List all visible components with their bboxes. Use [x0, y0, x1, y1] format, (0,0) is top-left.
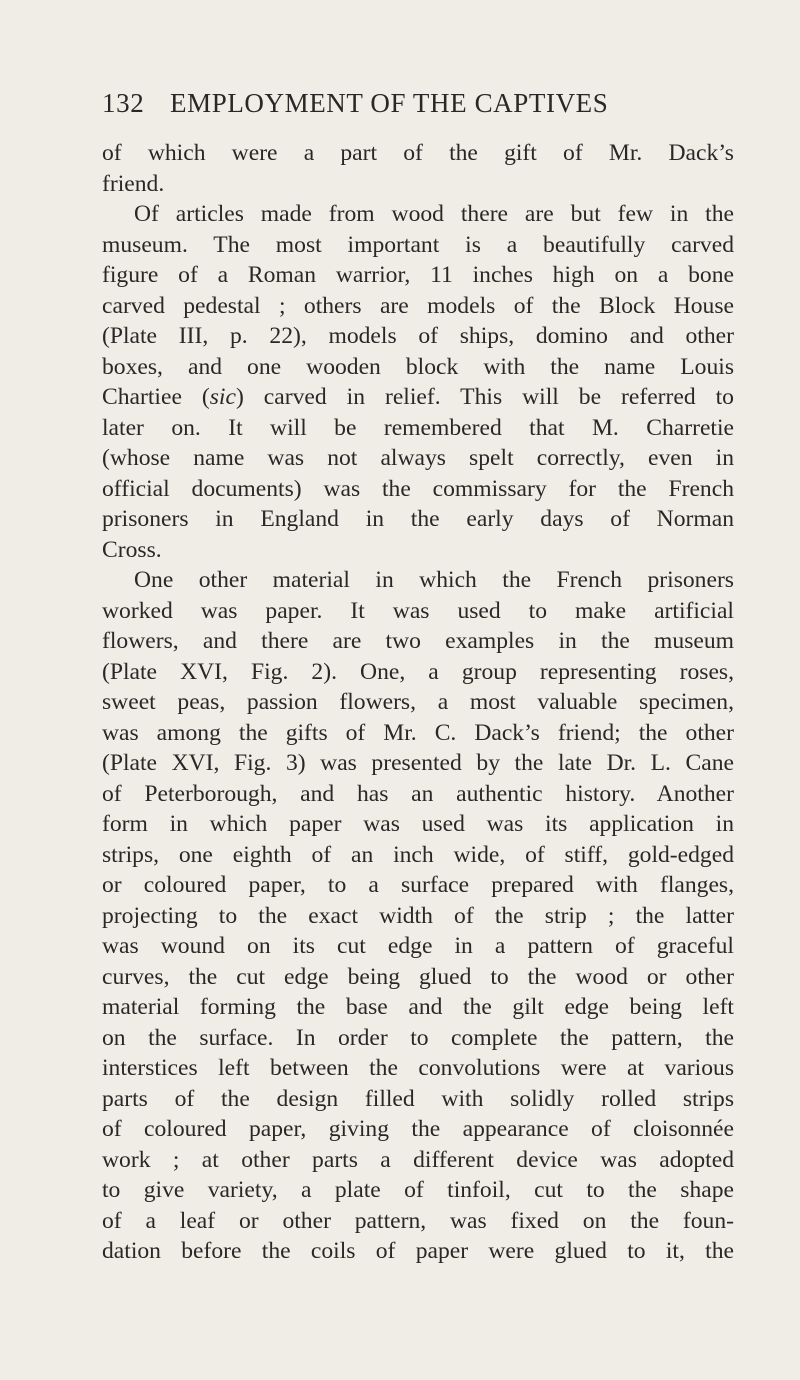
text-line: dation before the coils of paper were glued to it, the	[102, 1238, 734, 1264]
text-line: boxes, and one wooden block with the name Louis	[102, 353, 734, 380]
text-line: to give variety, a plate of tinfoil, cut to the shape	[102, 1177, 734, 1203]
text-line: was wound on its cut edge in a pattern of graceful	[102, 933, 734, 959]
text-line: sweet peas, passion flowers, a most valuable specimen,	[102, 689, 734, 715]
text-line: was among the gifts of Mr. C. Dack’s friend; the other	[102, 719, 734, 746]
text-line: (Plate XVI, Fig. 3) was presented by the late Dr. L. Cane	[102, 750, 734, 776]
text-line: carved pedestal ; others are models of the Block House	[102, 292, 734, 319]
italic-word: sic	[209, 384, 236, 410]
chapter-title: EMPLOYMENT OF THE CAPTIVES	[170, 88, 609, 118]
text-line: (Plate III, p. 22), models of ships, domino and other	[102, 323, 734, 349]
text-line: on the surface. In order to complete the pattern, the	[102, 1024, 734, 1051]
text-line: later on. It will be remembered that M. Charretie	[102, 414, 734, 441]
text-line: strips, one eighth of an inch wide, of stiff, gold-edged	[102, 841, 734, 868]
page-number: 132	[102, 88, 145, 118]
text-line: prisoners in England in the early days of Norman	[102, 506, 734, 532]
text-line: projecting to the exact width of the strip ; the latter	[102, 902, 734, 929]
text-line: work ; at other parts a different device was adopted	[102, 1146, 734, 1173]
text-line: or coloured paper, to a surface prepared with flanges,	[102, 872, 734, 898]
text-line: curves, the cut edge being glued to the wood or other	[102, 963, 734, 990]
text-line: parts of the design filled with solidly rolled strips	[102, 1085, 734, 1112]
text-line: of coloured paper, giving the appearance of cloisonnée	[102, 1116, 734, 1142]
running-head	[102, 88, 702, 124]
text-line: Cross.	[102, 536, 162, 563]
text-line: form in which paper was used was its application in	[102, 811, 734, 837]
text-line: (Plate XVI, Fig. 2). One, a group representing roses,	[102, 658, 734, 685]
text-line: flowers, and there are two examples in the museum	[102, 628, 734, 654]
text-line: figure of a Roman warrior, 11 inches high on a bone	[102, 262, 734, 288]
text-line: worked was paper. It was used to make artificial	[102, 597, 734, 624]
text-line: Chartiee (sic) carved in relief. This will be referred to	[102, 384, 734, 410]
text-line: (whose name was not always spelt correctly, even in	[102, 445, 734, 471]
text-line: official documents) was the commissary for the French	[102, 475, 734, 502]
text-line: of a leaf or other pattern, was fixed on the foun-	[102, 1207, 734, 1234]
text-line: One other material in which the French prisoners	[134, 567, 734, 593]
text-line: material forming the base and the gilt edge being left	[102, 994, 734, 1020]
text-line: friend.	[102, 170, 165, 197]
text-line: of Peterborough, and has an authentic history. Another	[102, 780, 734, 807]
text-line: interstices left between the convolutions were at various	[102, 1055, 734, 1081]
text-line: Of articles made from wood there are but few in the	[134, 201, 734, 227]
body-text	[102, 138, 734, 1267]
text-line: of which were a part of the gift of Mr. Dack’s	[102, 140, 734, 166]
text-line: museum. The most important is a beautifully carved	[102, 231, 734, 258]
